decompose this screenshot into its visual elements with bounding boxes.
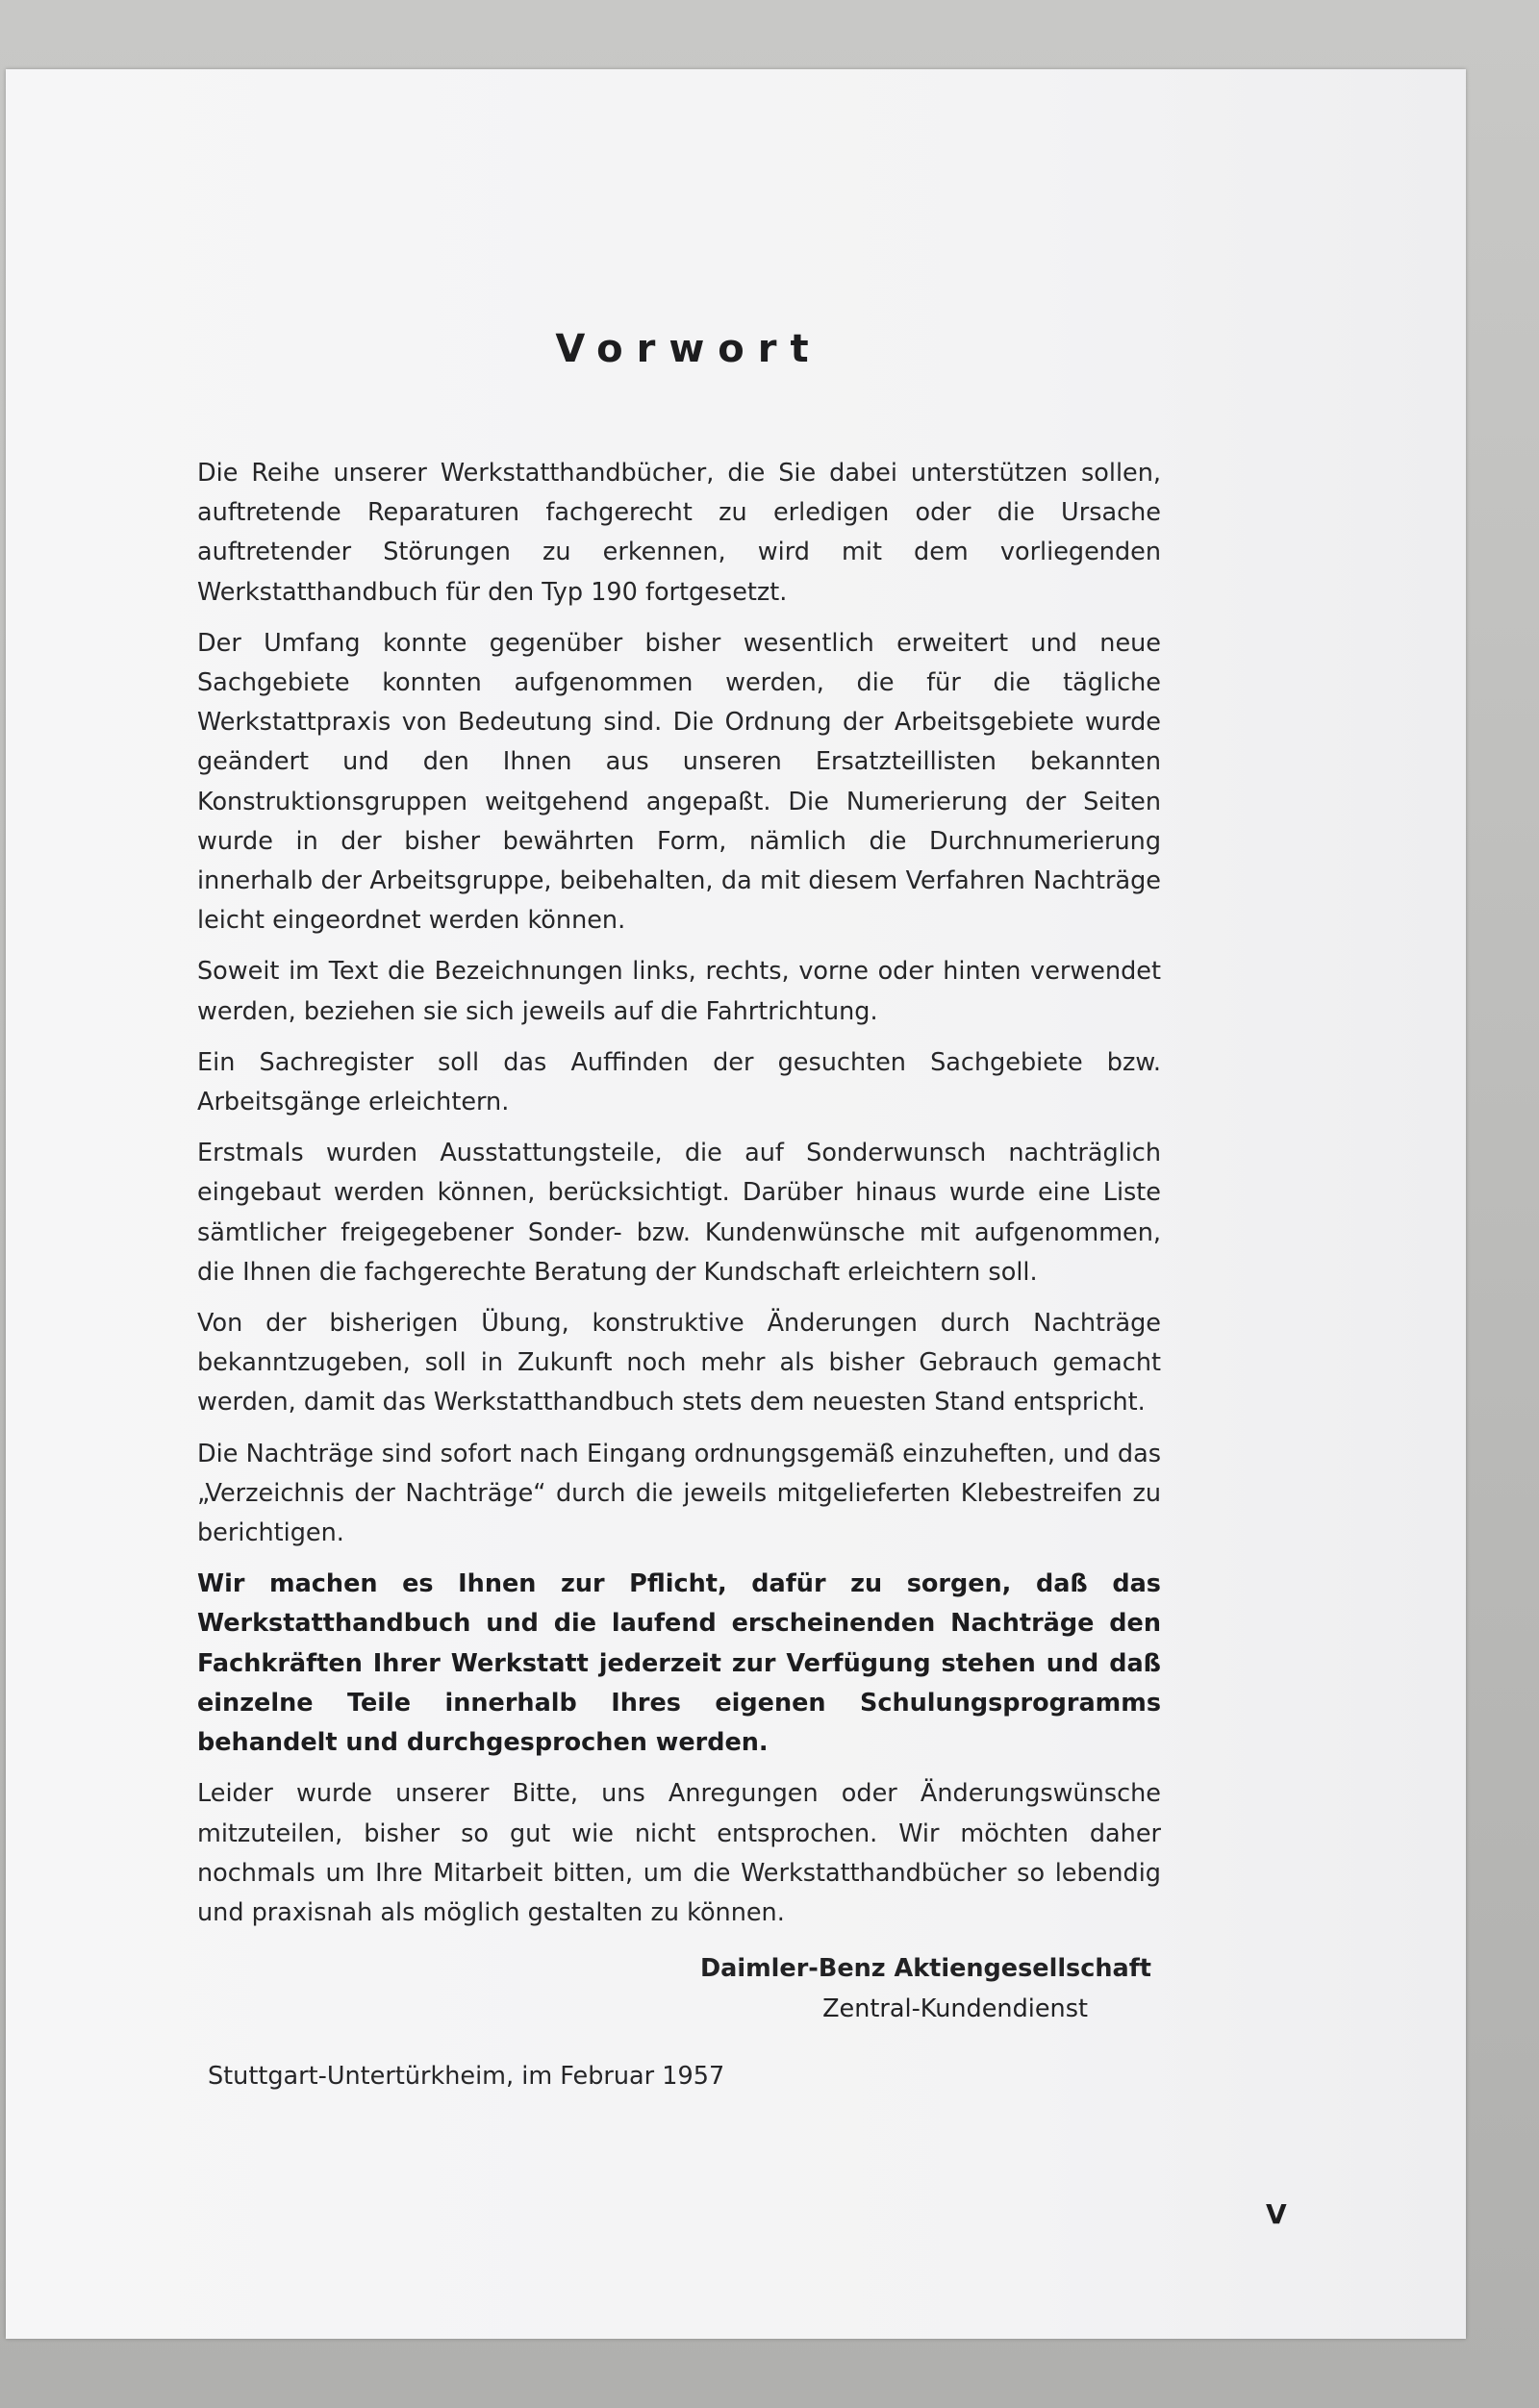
paragraph-scope: Der Umfang konnte gegenüber bisher wesentlich erweitert und neue Sachgebiete konnten aufgenommen werden, die für die tägliche Werkstattpraxis von Bedeutung sind. Die Ordnung der Arbeitsgebiete wurde geändert und den Ihnen aus unseren Ersatzteillisten bekannten Konstruktionsgruppen weitgehend angepaßt. Die Numerierung der Seiten wurde in der bisher bewährten Form, nämlich die Durchnumerierung innerhalb der Arbeitsgruppe, beibehalten, da mit diesem Verfahren Nachträge leicht eingeordnet werden können. [197,628,1161,936]
page-title: Vorwort [555,327,822,371]
signature-department: Zentral-Kundendienst [822,1994,1088,2023]
paragraph-index: Ein Sachregister soll das Auffinden der gesuchten Sachgebiete bzw. Arbeitsgänge erleichtern. [197,1047,1161,1117]
paragraph-request: Leider wurde unserer Bitte, uns Anregungen oder Änderungswünsche mitzuteilen, bisher so gut wie nicht entsprochen. Wir möchten daher nochmals um Ihre Mitarbeit bitten, um die Werkstatthandbücher so lebendig und praxisnah als möglich gestalten zu können. [197,1779,1161,1927]
paragraph-obligation: Wir machen es Ihnen zur Pflicht, dafür zu sorgen, daß das Werkstatthandbuch und die laufend erscheinenden Nachträge den Fachkräften Ihrer Werkstatt jederzeit zur Verfügung stehen und daß einzelne Teile innerhalb Ihres eigenen Schulungsprogramms behandelt und durchgesprochen werden. [197,1569,1161,1758]
signature-company: Daimler-Benz Aktiengesellschaft [700,1954,1151,1983]
signature-block [679,1948,1151,2029]
foreword-body [197,454,1161,1944]
paragraph-directions: Soweit im Text die Bezeichnungen links, rechts, vorne oder hinten verwendet werden, beziehen sie sich jeweils auf die Fahrtrichtung. [197,957,1161,1026]
paragraph-supplements: Von der bisherigen Übung, konstruktive Änderungen durch Nachträge bekanntzugeben, soll in Zukunft noch mehr als bisher Gebrauch gemacht werden, damit das Werkstatthandbuch stets dem neuesten Stand entspricht. [197,1309,1161,1417]
place-and-date: Stuttgart-Untertürkheim, im Februar 1957 [208,2062,725,2091]
paragraph-intro: Die Reihe unserer Werkstatthandbücher, die Sie dabei unterstützen sollen, auftretende Reparaturen fachgerecht zu erledigen oder die Ursache auftretender Störungen zu erkennen, wird mit dem vorliegenden Werkstatthandbuch für den Typ 190 fortgesetzt. [197,459,1161,607]
paragraph-filing: Die Nachträge sind sofort nach Eingang ordnungsgemäß einzuheften, und das „Verzeichnis der Nachträge“ durch die jeweils mitgelieferten Klebestreifen zu berichtigen. [197,1439,1161,1548]
document-page [6,69,1466,2339]
paragraph-equipment: Erstmals wurden Ausstattungsteile, die auf Sonderwunsch nachträglich eingebaut werden können, berücksichtigt. Darüber hinaus wurde eine Liste sämtlicher freigegebener Sonder- bzw. Kundenwünsche mit aufgenommen, die Ihnen die fachgerechte Beratung der Kundschaft erleichtern soll. [197,1139,1161,1287]
page-number: V [1266,2198,1287,2230]
